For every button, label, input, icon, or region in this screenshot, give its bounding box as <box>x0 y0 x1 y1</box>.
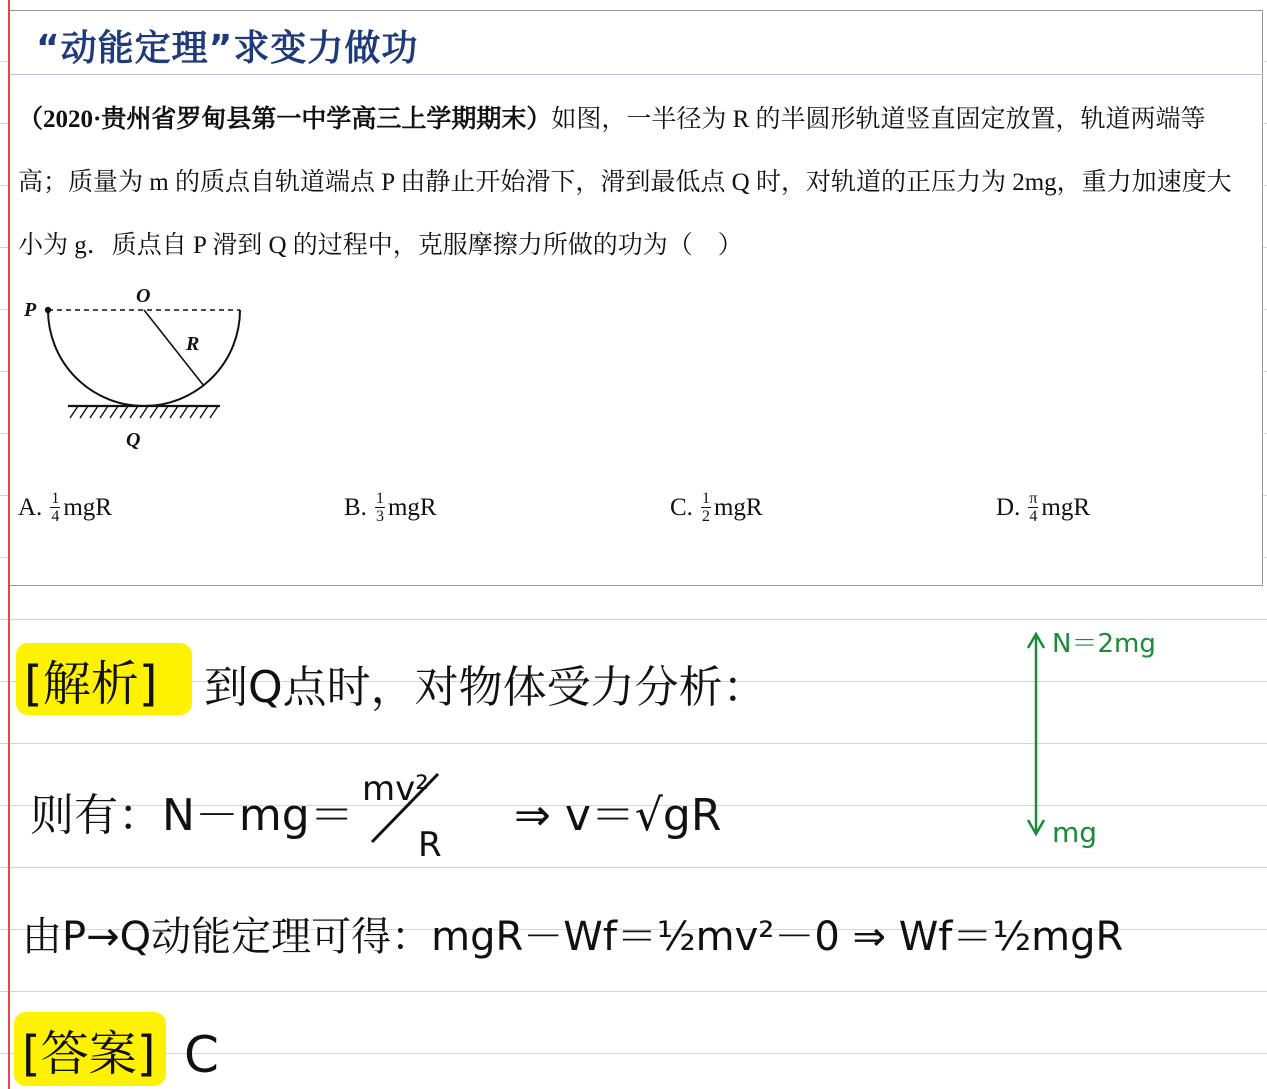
equation-line-2-den: R <box>418 825 442 865</box>
label-r: R <box>186 333 200 355</box>
option-b-expr: mgR <box>387 493 437 521</box>
analysis-tag: [解析] <box>24 656 158 712</box>
option-b-fraction: $\frac{1}{3}$ <box>375 490 384 525</box>
force-up-label: N＝2mg <box>1052 629 1156 659</box>
option-a-letter: A. <box>18 493 43 521</box>
force-down-label: mg <box>1052 816 1098 849</box>
page-title: “动能定理”求变力做功 <box>36 28 419 69</box>
equation-line-3: 由P→Q动能定理可得：mgR－Wf＝½mv²－0 ⇒ Wf＝½mgR <box>22 914 1124 960</box>
analysis-line-1: 到Q点时，对物体受力分析： <box>204 662 767 713</box>
label-q: Q <box>126 429 141 451</box>
equation-line-2-num: mv² <box>362 769 429 809</box>
question-source: （2020·贵州省罗甸县第一中学高三上学期期末） <box>18 106 552 133</box>
option-a-expr: mgR <box>63 493 112 521</box>
equation-line-2-lhs: 则有：N－mg＝ <box>30 790 354 841</box>
option-c-fraction: $\frac{1}{2}$ <box>701 490 710 525</box>
option-d-fraction: $\frac{\pi}{4}$ <box>1029 490 1038 525</box>
option-c-letter: C. <box>670 493 693 521</box>
option-b-letter: B. <box>344 493 367 521</box>
option-c-expr: mgR <box>713 493 763 521</box>
force-diagram <box>1028 634 1044 834</box>
question-body: 如图，一半径为 R 的半圆形轨道竖直固定放置，轨道两端等高；质量为 m 的质点自轨道端点 P 由静止开始滑下，滑到最低点 Q 时，对轨道的正压力为 2mg，重力加速度大小为 g．质点自 P 滑到 Q 的过程中，克服摩擦力所做的功为（ ） <box>18 106 1232 259</box>
answer-value: C <box>184 1026 219 1084</box>
equation-line-2-result: ⇒ v＝√gR <box>514 790 722 841</box>
option-d-letter: D. <box>996 493 1021 521</box>
label-p: P <box>24 299 37 321</box>
label-o: O <box>136 285 151 307</box>
answer-tag: [答案] <box>22 1026 156 1082</box>
option-d-expr: mgR <box>1041 493 1091 521</box>
option-a-fraction: $\frac{1}{4}$ <box>51 490 60 525</box>
